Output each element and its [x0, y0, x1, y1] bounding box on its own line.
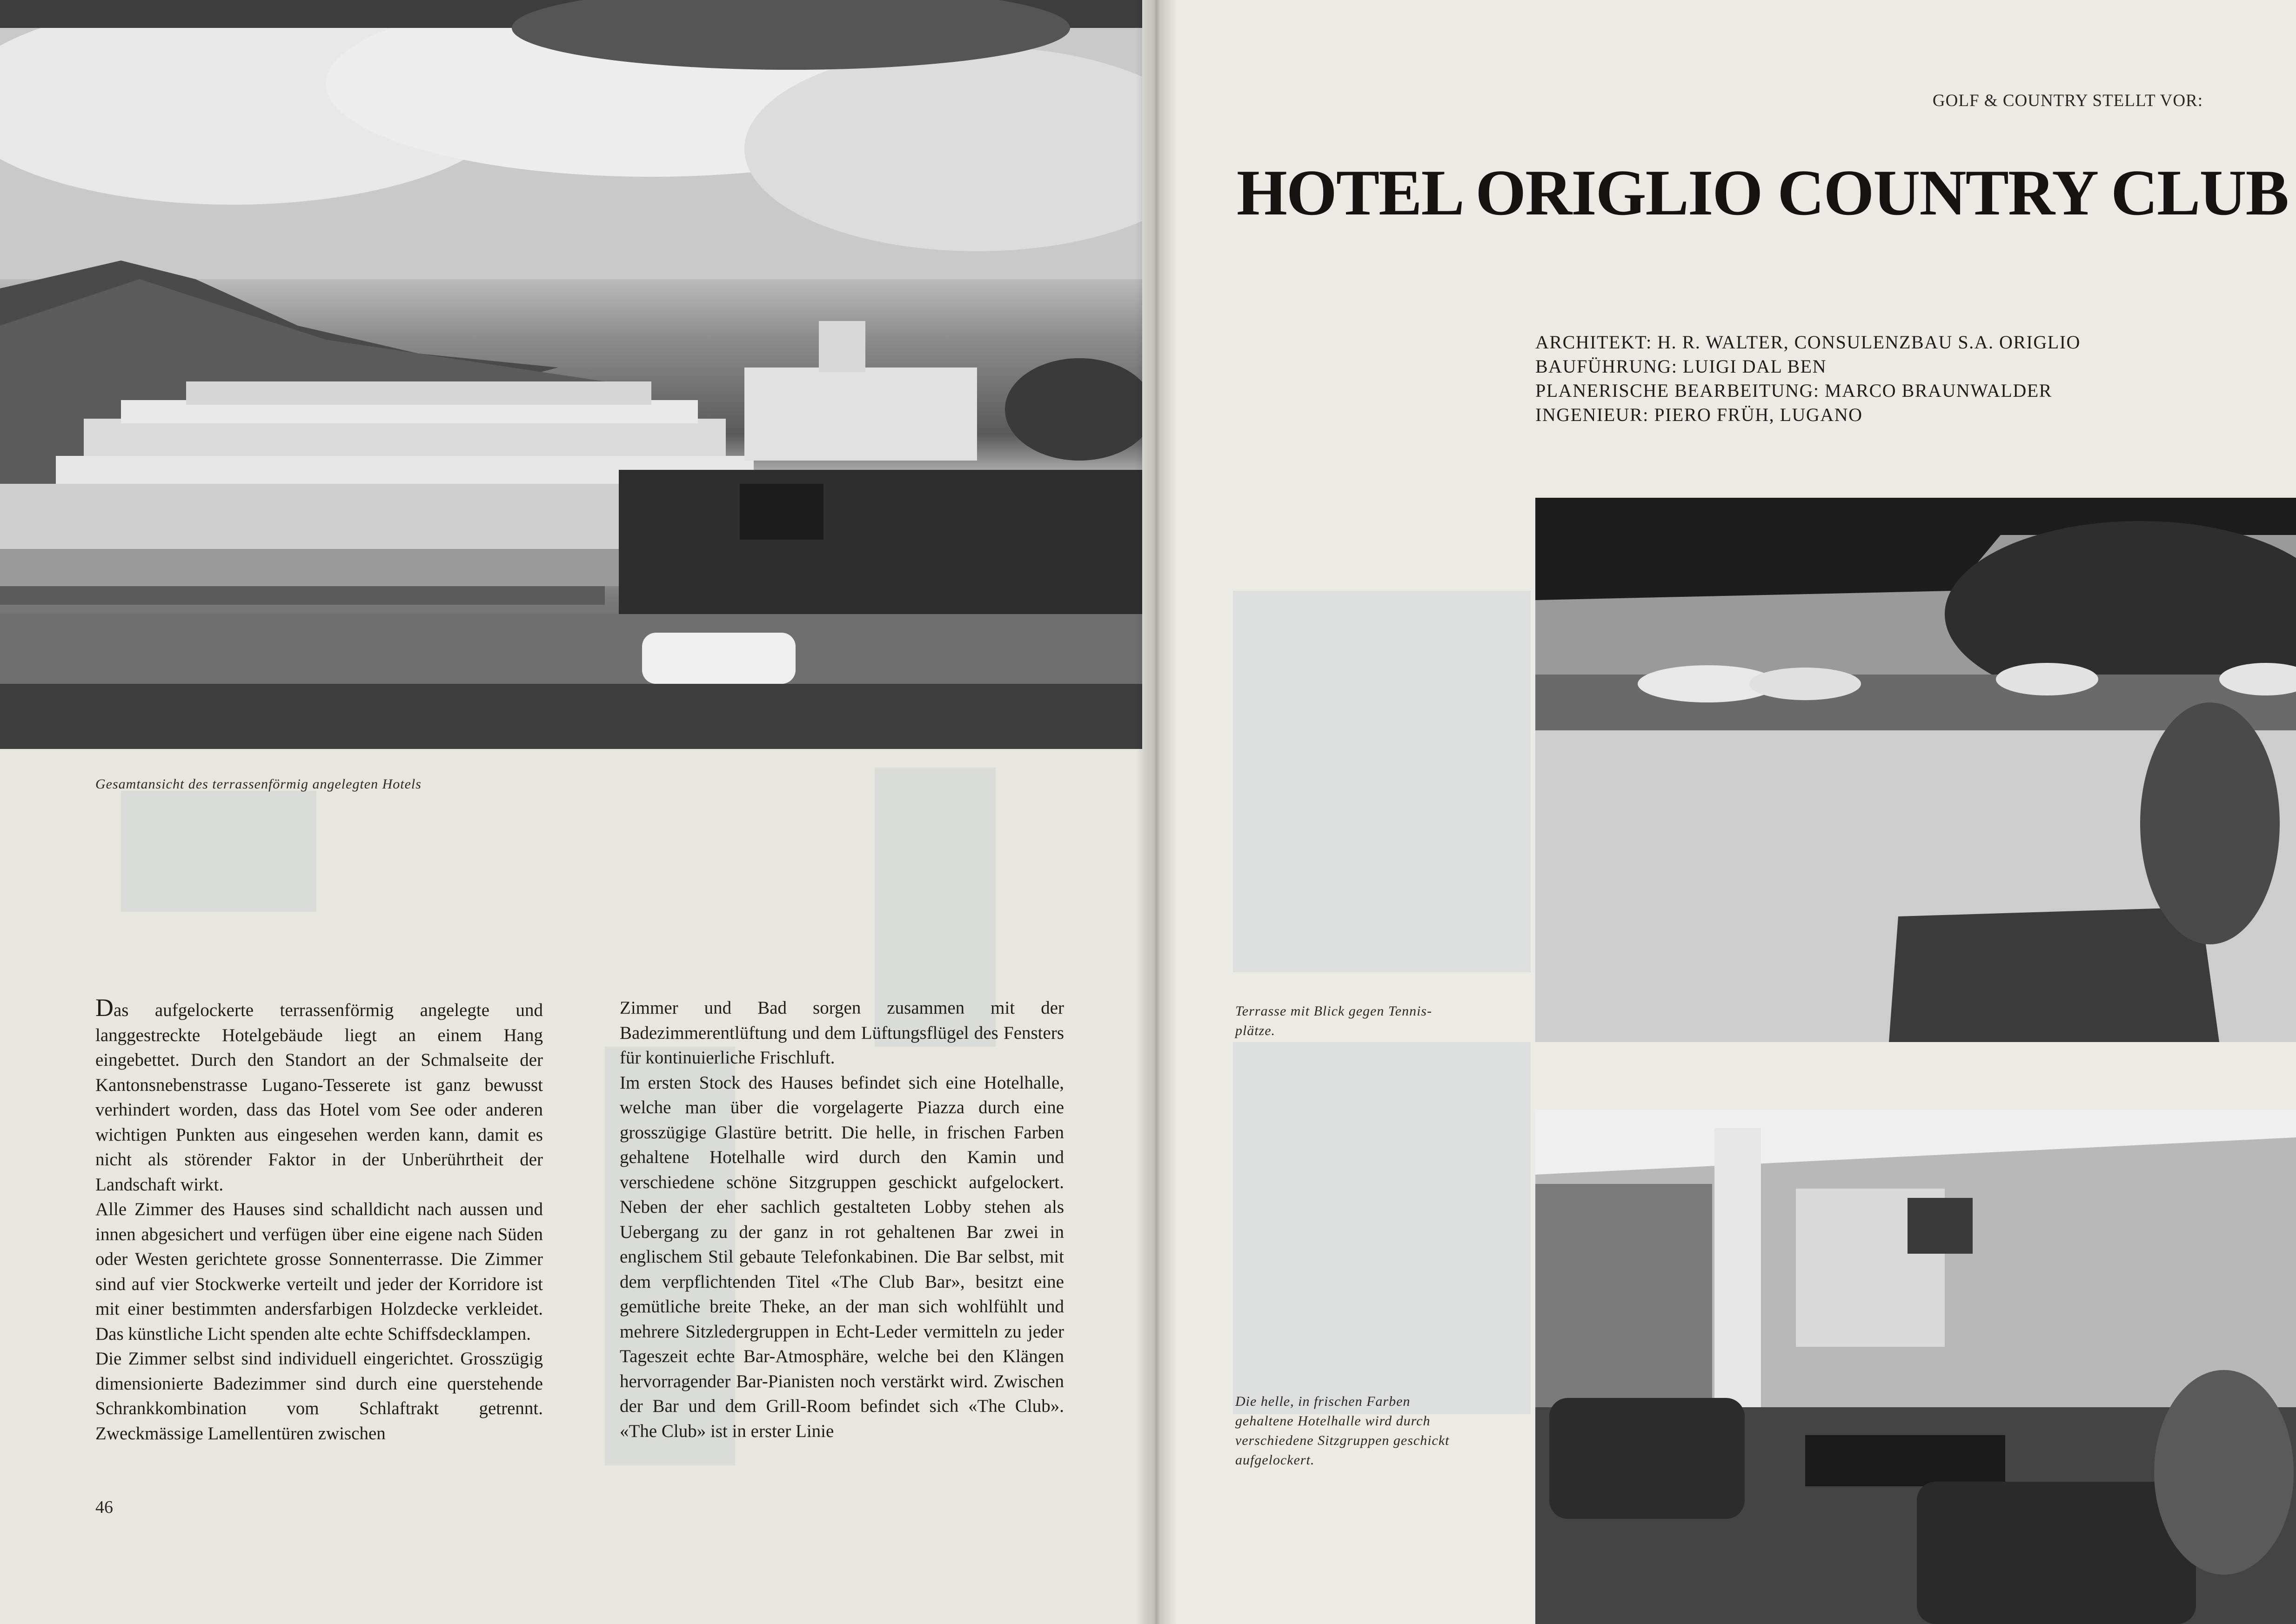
hotel-exterior-photo — [0, 0, 1142, 749]
credit-engineer: INGENIEUR: PIERO FRÜH, LUGANO — [1535, 404, 1863, 425]
paragraph: Die Zimmer selbst sind individuell eingerichtet. Grosszügig dimensionierte Badezimmer sind durch eine querstehende Schrankkombination vom Schlaftrakt getrennt. Zweckmässige Lamellentüren zwischen — [95, 1349, 543, 1444]
credit-planning: PLANERISCHE BEARBEITUNG: MARCO BRAUNWALDER — [1535, 380, 2052, 401]
body-column-2 — [620, 996, 1064, 1444]
paragraph: Im ersten Stock des Hauses befindet sich eine Hotelhalle, welche man über die vorgelagerte Piazza durch eine grosszügige Glastüre betritt. Die helle, in frischen Farben gehaltene Hotelhalle wird durch den Kamin und verschiedene schöne Sitzgruppen geschickt aufgelockert. Neben der eher sachlich gestalteten Lobby stehen als Uebergang zu der ganz in rot gehaltenen Bar zwei in englischem Stil gebaute Telefonkabinen. Die Bar selbst, mit dem verpflichtenden Titel «The Club Bar», besitzt eine gemütliche breite Theke, an der man sich wohlfühlt und mehrere Sitzledergruppen in Echt-Leder vermitteln zu jeder Tageszeit echte Bar-Atmosphäre, welche bei den Klängen hervorragender Bar-Pianisten noch verstärkt wird. Zwischen der Bar und dem Grill-Room befindet sich «The Club». «The Club» ist in erster Linie — [620, 1072, 1064, 1441]
section-kicker: GOLF & COUNTRY STELLT VOR: — [1932, 91, 2203, 110]
credit-construction: BAUFÜHRUNG: LUIGI DAL BEN — [1535, 356, 1827, 377]
credit-architect: ARCHITEKT: H. R. WALTER, CONSULENZBAU S.A. ORIGLIO — [1535, 332, 2081, 353]
article-title: HOTEL ORIGLIO COUNTRY CLUB — [1237, 157, 2288, 229]
hotel-photo-caption: Gesamtansicht des terrassenförmig angelegten Hotels — [95, 776, 422, 792]
credits-block — [1535, 330, 2081, 427]
paragraph: Alle Zimmer des Hauses sind schalldicht nach aussen und innen abgesichert und verfügen über eine eigene nach Süden oder Westen gerichtete grosse Sonnenterrasse. Die Zimmer sind auf vier Stockwerke verteilt und jeder der Korridore ist mit einer bestimmten andersfarbigen Holzdecke verkleidet. Das künstliche Licht spenden alte echte Schiffsdecklampen. — [95, 1199, 543, 1344]
terrace-caption: Terrasse mit Blick gegen Tennis- plätze. — [1235, 1003, 1432, 1038]
page-number: 46 — [95, 1497, 113, 1517]
terrace-photo — [1535, 498, 2296, 1042]
paragraph: Das aufgelockerte terrassenförmig angelegte und langgestreckte Hotelgebäude liegt an einem Hang eingebettet. Durch den Standort an der Schmalseite der Kantonsnebenstrasse Lugano-Tesserete ist ganz bewusst verhindert worden, dass das Hotel vom See oder anderen wichtigen Punkten aus eingesehen werden kann, damit es nicht als störender Faktor in der Unberührtheit der Landschaft wirkt. — [95, 994, 543, 1195]
lobby-caption: Die helle, in frischen Farben gehaltene Hotelhalle wird durch verschiedene Sitzgruppen geschickt aufgelockert. — [1235, 1394, 1450, 1468]
lobby-photo — [1535, 1109, 2296, 1624]
paragraph: Zimmer und Bad sorgen zusammen mit der Badezimmerentlüftung und dem Lüftungsflügel des Fensters für kontinuierliche Frischluft. — [620, 998, 1064, 1068]
body-column-1 — [95, 996, 543, 1446]
